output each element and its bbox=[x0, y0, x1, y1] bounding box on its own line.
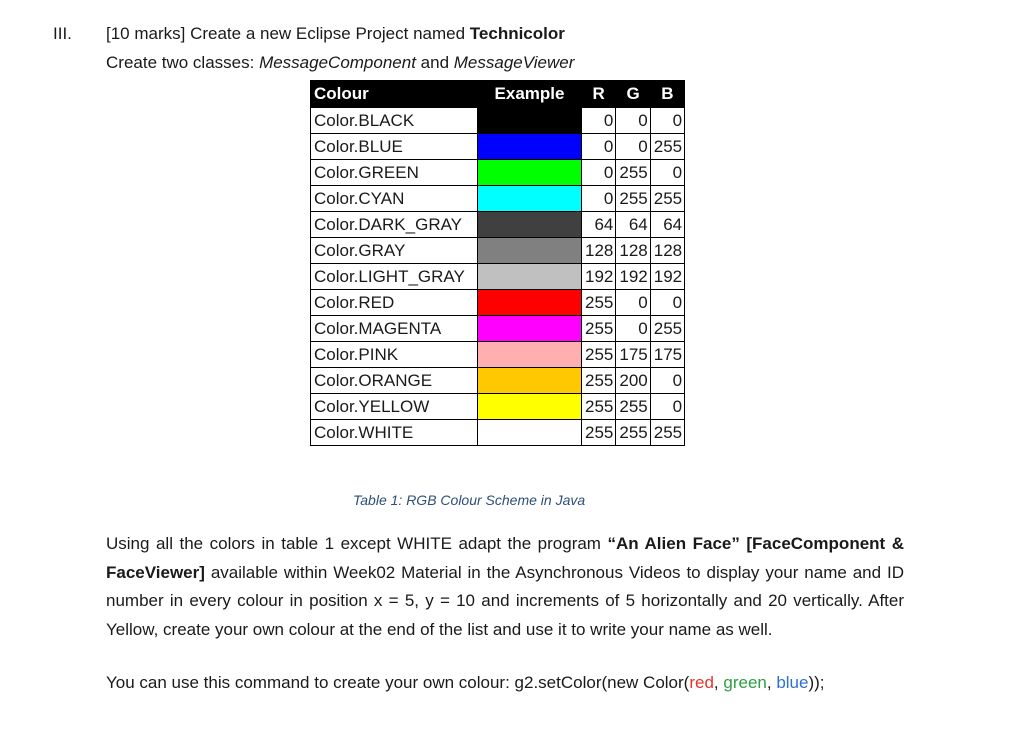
b-value-cell: 64 bbox=[650, 212, 684, 238]
b-value-cell: 192 bbox=[650, 264, 684, 290]
table-row bbox=[311, 420, 685, 446]
colour-name-cell: Color.ORANGE bbox=[311, 368, 478, 394]
g-value-cell: 255 bbox=[616, 394, 650, 420]
b-value-cell: 0 bbox=[650, 290, 684, 316]
rgb-colour-table bbox=[310, 80, 685, 446]
paragraph-part-2: available within Week02 Material in the Asynchronous Videos to display your name and ID number in every colour in position x = 5, y = 10 and increments of 5 horizontally and 20 vertically. After Yellow, create your own colour at the end of the list and use it to write your name as well. bbox=[106, 562, 904, 639]
colour-swatch bbox=[478, 238, 582, 264]
table-row bbox=[311, 264, 685, 290]
question-line-2 bbox=[106, 53, 574, 73]
command-blue: blue bbox=[776, 673, 809, 692]
table-row bbox=[311, 342, 685, 368]
header-colour: Colour bbox=[311, 81, 478, 108]
colour-name-cell: Color.BLUE bbox=[311, 134, 478, 160]
b-value-cell: 0 bbox=[650, 394, 684, 420]
table-row bbox=[311, 160, 685, 186]
r-value-cell: 255 bbox=[582, 342, 616, 368]
g-value-cell: 0 bbox=[616, 316, 650, 342]
colour-swatch bbox=[478, 108, 582, 134]
r-value-cell: 0 bbox=[582, 134, 616, 160]
colour-name-cell: Color.BLACK bbox=[311, 108, 478, 134]
class-name-2: MessageViewer bbox=[453, 53, 575, 72]
b-value-cell: 255 bbox=[650, 316, 684, 342]
r-value-cell: 64 bbox=[582, 212, 616, 238]
colour-swatch bbox=[478, 160, 582, 186]
question-line-1 bbox=[106, 24, 565, 44]
table-caption: Table 1: RGB Colour Scheme in Java bbox=[353, 492, 586, 508]
colour-name-cell: Color.GREEN bbox=[311, 160, 478, 186]
table-row bbox=[311, 290, 685, 316]
table-row bbox=[311, 186, 685, 212]
header-example: Example bbox=[478, 81, 582, 108]
g-value-cell: 175 bbox=[616, 342, 650, 368]
command-line bbox=[106, 673, 825, 693]
colour-name-cell: Color.LIGHT_GRAY bbox=[311, 264, 478, 290]
table-row bbox=[311, 212, 685, 238]
colour-swatch bbox=[478, 420, 582, 446]
r-value-cell: 0 bbox=[582, 186, 616, 212]
r-value-cell: 255 bbox=[582, 368, 616, 394]
r-value-cell: 255 bbox=[582, 290, 616, 316]
and-text: and bbox=[415, 53, 454, 72]
b-value-cell: 0 bbox=[650, 160, 684, 186]
r-value-cell: 0 bbox=[582, 160, 616, 186]
command-suffix: )); bbox=[808, 673, 825, 692]
g-value-cell: 0 bbox=[616, 134, 650, 160]
colour-name-cell: Color.PINK bbox=[311, 342, 478, 368]
command-green: green bbox=[723, 673, 767, 692]
b-value-cell: 0 bbox=[650, 108, 684, 134]
table-row bbox=[311, 134, 685, 160]
g-value-cell: 255 bbox=[616, 420, 650, 446]
b-value-cell: 255 bbox=[650, 186, 684, 212]
r-value-cell: 128 bbox=[582, 238, 616, 264]
instructions-paragraph bbox=[106, 530, 904, 644]
b-value-cell: 0 bbox=[650, 368, 684, 394]
colour-swatch bbox=[478, 316, 582, 342]
paragraph-part-1: Using all the colors in table 1 except WHITE adapt the program bbox=[106, 534, 608, 553]
b-value-cell: 255 bbox=[650, 420, 684, 446]
table-row bbox=[311, 238, 685, 264]
r-value-cell: 255 bbox=[582, 316, 616, 342]
g-value-cell: 128 bbox=[616, 238, 650, 264]
b-value-cell: 128 bbox=[650, 238, 684, 264]
g-value-cell: 255 bbox=[616, 160, 650, 186]
r-value-cell: 0 bbox=[582, 108, 616, 134]
line2-prefix: Create two classes: bbox=[106, 53, 260, 72]
b-value-cell: 255 bbox=[650, 134, 684, 160]
marks-text: [10 marks] Create a new Eclipse Project named bbox=[106, 24, 470, 43]
program-name: “An Alien Face” [FaceComponent & FaceViewer] bbox=[106, 534, 904, 582]
command-prefix: You can use this command to create your own colour: g2.setColor(new Color( bbox=[106, 673, 690, 692]
colour-name-cell: Color.YELLOW bbox=[311, 394, 478, 420]
colour-name-cell: Color.CYAN bbox=[311, 186, 478, 212]
r-value-cell: 255 bbox=[582, 394, 616, 420]
project-name: Technicolor bbox=[469, 24, 565, 43]
colour-swatch bbox=[478, 134, 582, 160]
colour-swatch bbox=[478, 394, 582, 420]
colour-swatch bbox=[478, 290, 582, 316]
table-row bbox=[311, 368, 685, 394]
command-sep-2: , bbox=[766, 673, 777, 692]
colour-swatch bbox=[478, 368, 582, 394]
b-value-cell: 175 bbox=[650, 342, 684, 368]
g-value-cell: 0 bbox=[616, 290, 650, 316]
colour-name-cell: Color.WHITE bbox=[311, 420, 478, 446]
table-row bbox=[311, 394, 685, 420]
question-numeral: III. bbox=[53, 24, 72, 43]
class-name-1: MessageComponent bbox=[259, 53, 416, 72]
colour-name-cell: Color.MAGENTA bbox=[311, 316, 478, 342]
command-red: red bbox=[689, 673, 714, 692]
colour-name-cell: Color.GRAY bbox=[311, 238, 478, 264]
header-b: B bbox=[650, 81, 684, 108]
header-r: R bbox=[582, 81, 616, 108]
table-row bbox=[311, 108, 685, 134]
g-value-cell: 200 bbox=[616, 368, 650, 394]
g-value-cell: 192 bbox=[616, 264, 650, 290]
table-body bbox=[311, 108, 685, 446]
g-value-cell: 255 bbox=[616, 186, 650, 212]
r-value-cell: 255 bbox=[582, 420, 616, 446]
colour-swatch bbox=[478, 212, 582, 238]
r-value-cell: 192 bbox=[582, 264, 616, 290]
colour-swatch bbox=[478, 186, 582, 212]
g-value-cell: 64 bbox=[616, 212, 650, 238]
colour-swatch bbox=[478, 342, 582, 368]
colour-name-cell: Color.DARK_GRAY bbox=[311, 212, 478, 238]
colour-swatch bbox=[478, 264, 582, 290]
header-g: G bbox=[616, 81, 650, 108]
command-sep-1: , bbox=[713, 673, 724, 692]
colour-name-cell: Color.RED bbox=[311, 290, 478, 316]
table-row bbox=[311, 316, 685, 342]
g-value-cell: 0 bbox=[616, 108, 650, 134]
table-header-row bbox=[311, 81, 685, 108]
